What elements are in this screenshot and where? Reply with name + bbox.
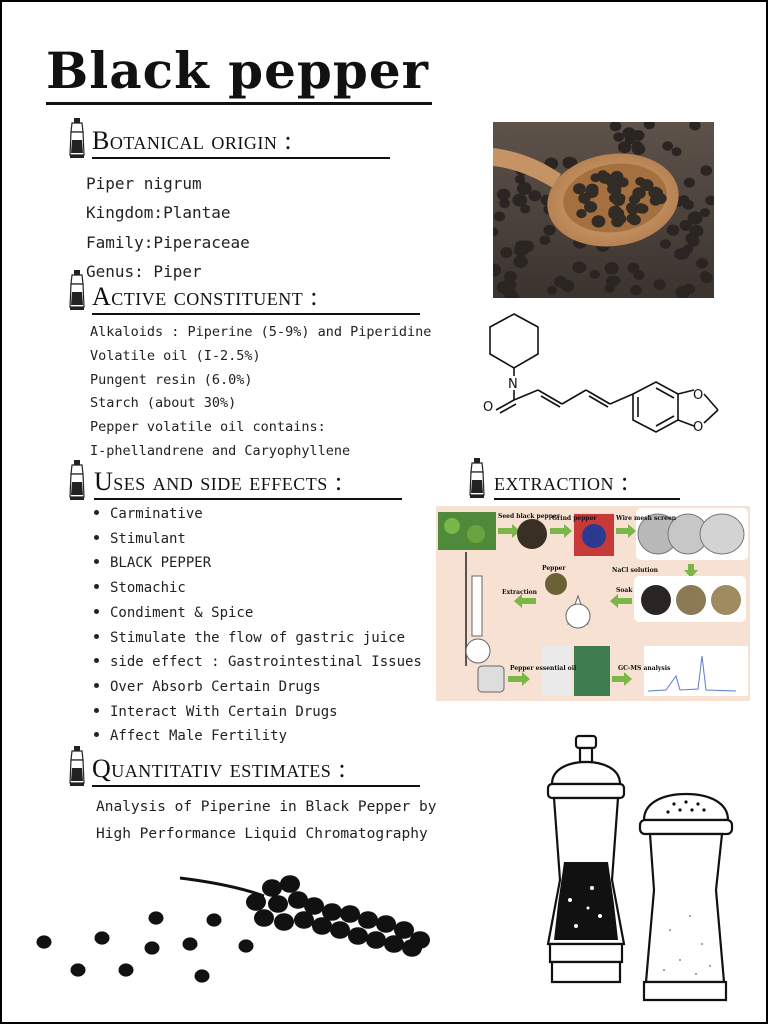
heading-underline	[94, 498, 402, 500]
diagram-label-soak: Soak	[616, 587, 633, 594]
peppercorn	[402, 939, 422, 957]
peppercorn	[599, 172, 612, 184]
peppercorn	[515, 240, 530, 253]
list-item: Starch (about 30%)	[90, 395, 237, 412]
diagram-label-extraction: Extraction	[502, 589, 538, 596]
active-list	[90, 321, 431, 464]
peppercorn	[627, 204, 639, 215]
peppercorn	[618, 141, 631, 153]
list-item: Stimulate the flow of gastric juice	[90, 626, 422, 651]
uses-list	[90, 502, 422, 749]
pepper-mill-icon	[468, 458, 486, 498]
list-item: side effect : Gastrointestinal Issues	[90, 650, 422, 675]
peppercorn	[515, 175, 525, 184]
heading-underline	[494, 498, 680, 500]
list-item: Kingdom:Plantae	[86, 203, 231, 223]
peppercorn	[195, 969, 210, 982]
page-title: Black pepper	[46, 41, 429, 100]
extraction-heading-text: extraction :	[494, 467, 629, 496]
peppercorn	[494, 211, 505, 221]
peppercorn	[660, 239, 671, 249]
peppercorn	[671, 147, 681, 156]
list-item: Pepper volatile oil contains:	[90, 419, 326, 436]
peppercorn	[667, 225, 680, 236]
peppercorn	[280, 875, 300, 893]
atom-label: O	[483, 400, 494, 415]
peppercorn	[662, 141, 673, 151]
list-item: Family:Piperaceae	[86, 232, 250, 252]
peppercorn	[239, 939, 254, 952]
peppercorn	[520, 204, 530, 213]
peppercorn	[71, 963, 86, 976]
diagram-label-pepper: Pepper	[542, 565, 566, 572]
peppercorn	[358, 911, 378, 929]
peppercorn	[254, 909, 274, 927]
peppercorn	[605, 262, 619, 275]
title-underline	[46, 102, 432, 105]
section-heading-botanical	[92, 126, 292, 156]
peppercorn	[630, 285, 642, 295]
peppercorn	[262, 879, 282, 897]
list-item: Condiment & Spice	[90, 601, 422, 626]
list-item: Genus: Piper	[86, 261, 202, 281]
uses-heading-text: Uses and side effects :	[94, 467, 343, 496]
peppercorn	[573, 183, 586, 194]
list-item: Volatile oil (I-2.5%)	[90, 347, 261, 364]
peppercorn	[543, 225, 555, 236]
peppercorn	[376, 915, 396, 933]
peppercorn	[684, 178, 695, 188]
peppercorn	[149, 911, 164, 924]
peppercorn	[517, 182, 532, 195]
peppercorn	[547, 286, 557, 295]
peppercorn	[499, 199, 510, 208]
peppercorn	[700, 208, 710, 217]
peppercorn	[330, 921, 350, 939]
list-item: I-phellandrene and Caryophyllene	[90, 442, 351, 459]
peppercorn	[610, 276, 621, 285]
quant-list	[96, 794, 436, 848]
pepper-mill-icon	[68, 270, 86, 310]
peppercorn	[246, 893, 266, 911]
peppercorn	[348, 927, 368, 945]
peppercorn	[632, 143, 645, 155]
botanical-list	[86, 169, 250, 286]
list-item: Interact With Certain Drugs	[90, 700, 422, 725]
peppercorn	[700, 271, 711, 281]
peppercorn	[585, 186, 598, 198]
peppercorn	[340, 905, 360, 923]
atom-label: O	[693, 388, 704, 403]
peppercorn	[608, 208, 622, 220]
peppercorn	[653, 279, 665, 290]
peppercorn	[572, 261, 586, 273]
section-heading-quant	[92, 754, 346, 784]
peppercorn	[689, 225, 703, 237]
pepper-mill-icon	[68, 118, 86, 158]
peppercorn	[584, 201, 597, 213]
diagram-label-grind: Grind pepper	[552, 515, 597, 522]
peppercorn	[540, 236, 551, 245]
peppercorn	[366, 931, 386, 949]
list-item: Pungent resin (6.0%)	[90, 371, 253, 388]
active-heading-text: Active constituent :	[92, 282, 318, 311]
peppercorn	[312, 917, 332, 935]
heading-underline	[92, 157, 390, 159]
heading-underline	[92, 313, 420, 315]
list-item: Stomachic	[90, 576, 422, 601]
diagram-label-gcms: GC-MS analysis	[618, 665, 671, 672]
peppercorn-vine-illustration	[32, 868, 442, 988]
piperine-structure	[478, 310, 728, 450]
peppercorn	[145, 941, 160, 954]
extraction-flow-diagram	[436, 506, 750, 701]
list-item: Carminative	[90, 502, 422, 527]
section-heading-extraction	[494, 467, 629, 497]
section-heading-uses	[94, 467, 343, 497]
peppercorn	[505, 272, 515, 281]
peppercorn	[183, 937, 198, 950]
salt-pepper-shakers-illustration	[540, 730, 740, 1010]
list-item: Affect Male Fertility	[90, 724, 422, 749]
list-item: Analysis of Piperine in Black Pepper by	[96, 799, 437, 815]
atom-label: N	[508, 377, 518, 392]
peppercorn	[274, 913, 294, 931]
diagram-label-seed: Seed black pepper	[498, 513, 560, 520]
list-item: High Performance Liquid Chromatography	[96, 826, 428, 842]
peppercorn	[622, 127, 635, 139]
peppercorn	[207, 913, 222, 926]
peppercorn	[497, 189, 510, 201]
section-heading-active	[92, 282, 318, 312]
peppercorn	[294, 911, 314, 929]
diagram-label-essential-oil: Pepper essential oil	[510, 665, 577, 672]
peppercorn	[384, 935, 404, 953]
quant-heading-text: Quantitativ estimates :	[92, 754, 347, 783]
peppercorn	[635, 177, 645, 186]
list-item: Stimulant	[90, 527, 422, 552]
peppercorn	[604, 283, 614, 292]
botanical-heading-text: Botanical origin :	[92, 126, 293, 155]
diagram-label-wire: Wire mesh screen	[616, 515, 677, 522]
list-item: Piper nigrum	[86, 174, 202, 193]
diagram-label-nacl: NaCl solution	[612, 567, 658, 574]
peppercorn	[95, 931, 110, 944]
peppercorn	[674, 249, 687, 260]
peppercorn	[627, 263, 639, 274]
peppercorn	[632, 187, 646, 199]
peppercorn	[696, 258, 708, 269]
pepper-mill-icon	[68, 746, 86, 786]
peppercorn	[679, 195, 689, 204]
wooden-spoon-peppercorns-photo	[493, 122, 714, 298]
peppercorn	[611, 193, 622, 203]
peppercorn	[652, 188, 663, 198]
peppercorn	[268, 895, 288, 913]
peppercorn	[683, 284, 695, 294]
peppercorn	[37, 935, 52, 948]
peppercorn	[513, 255, 527, 268]
list-item: Alkaloids : Piperine (5-9%) and Piperidine	[90, 324, 432, 340]
peppercorn	[589, 270, 600, 279]
peppercorn	[576, 209, 586, 218]
peppercorn	[613, 132, 624, 142]
peppercorn	[554, 276, 567, 287]
peppercorn	[119, 963, 134, 976]
peppercorn	[611, 180, 622, 190]
list-item: BLACK PEPPER	[90, 551, 422, 576]
list-item: Over Absorb Certain Drugs	[90, 675, 422, 700]
peppercorn	[700, 165, 712, 175]
pepper-mill-icon	[68, 460, 86, 500]
peppercorn	[500, 247, 512, 258]
atom-label: O	[693, 420, 704, 435]
peppercorn	[591, 215, 605, 227]
peppercorn	[626, 214, 637, 224]
heading-underline	[92, 785, 420, 787]
